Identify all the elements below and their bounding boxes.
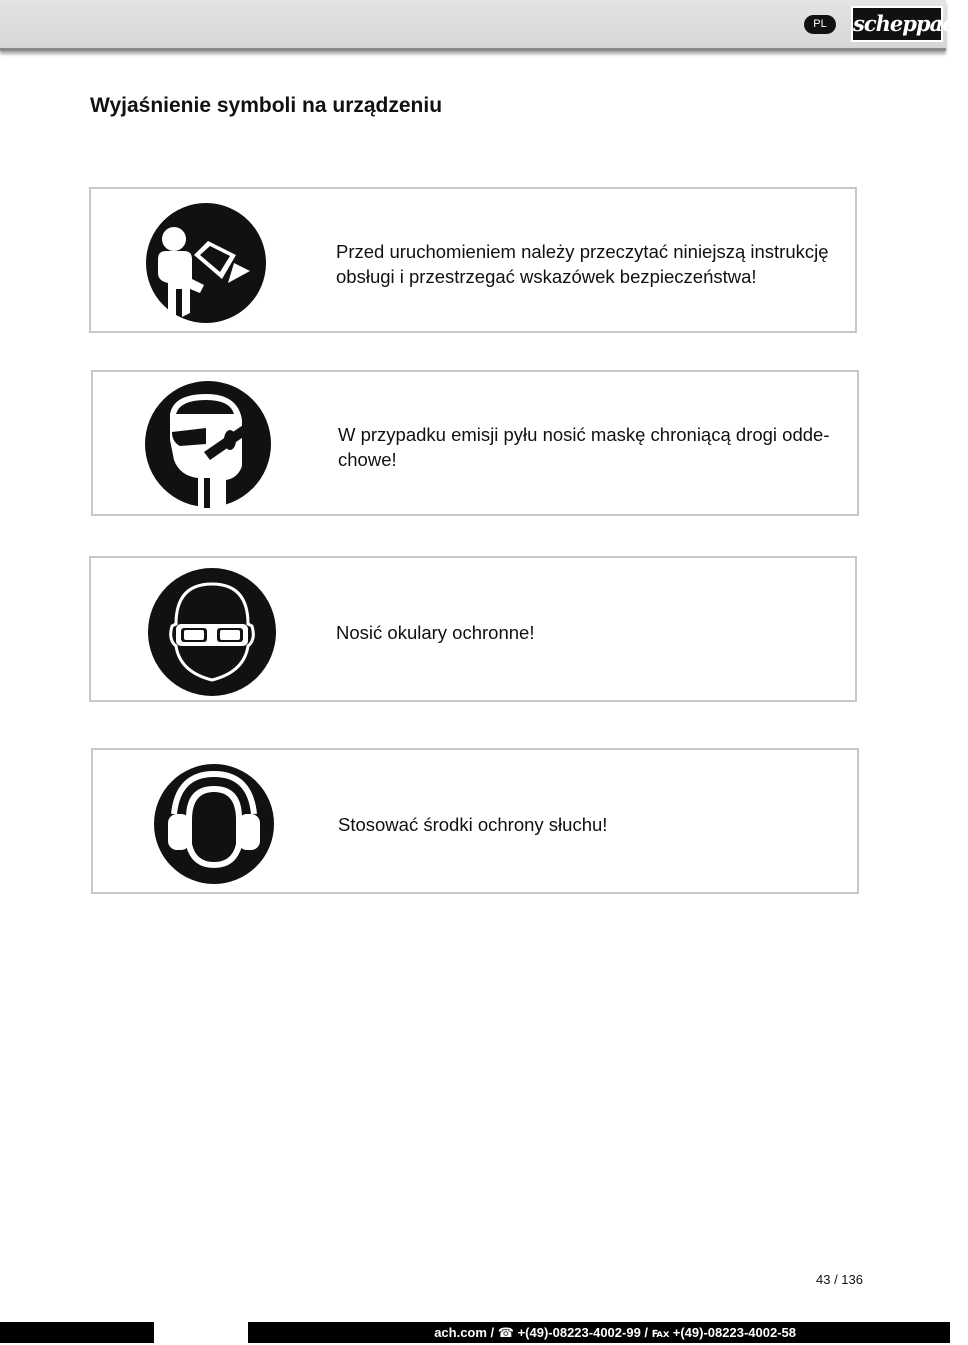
- symbol-text-dust-mask: W przypadku emisji pyłu nosić maskę chroniącą drogi odde-chowe!: [338, 424, 830, 470]
- language-badge: PL: [804, 15, 836, 34]
- brand-logo: scheppach: [851, 6, 943, 42]
- symbol-text-ear-protection: Stosować środki ochrony słuchu!: [338, 814, 608, 835]
- symbol-box-read-manual: [89, 187, 857, 333]
- header-bar: [0, 0, 968, 51]
- symbol-text-read-manual: Przed uruchomieniem należy przeczytać niniejszą instrukcję obsługi i przestrzegać wskazówek bezpieczeństwa!: [336, 241, 829, 287]
- symbol-box-dust-mask: [91, 370, 859, 516]
- footer-contact: ach.com / ☎ +(49)-08223-4002-99 / ℻ +(49)-08223-4002-58: [434, 1325, 796, 1340]
- symbol-box-ear-protection: [91, 748, 859, 894]
- ear-protection-icon: [154, 764, 274, 884]
- page-number: 43 / 136: [816, 1272, 863, 1287]
- read-manual-icon: [146, 203, 266, 323]
- symbol-text-safety-goggles: Nosić okulary ochronne!: [336, 622, 535, 643]
- footer-gap: [154, 1322, 248, 1343]
- safety-goggles-icon: [148, 568, 276, 696]
- dust-mask-icon: [144, 380, 272, 508]
- symbol-box-safety-goggles: [89, 556, 857, 702]
- page-title: Wyjaśnienie symboli na urządzeniu: [90, 94, 443, 117]
- footer-bar: [0, 1322, 950, 1343]
